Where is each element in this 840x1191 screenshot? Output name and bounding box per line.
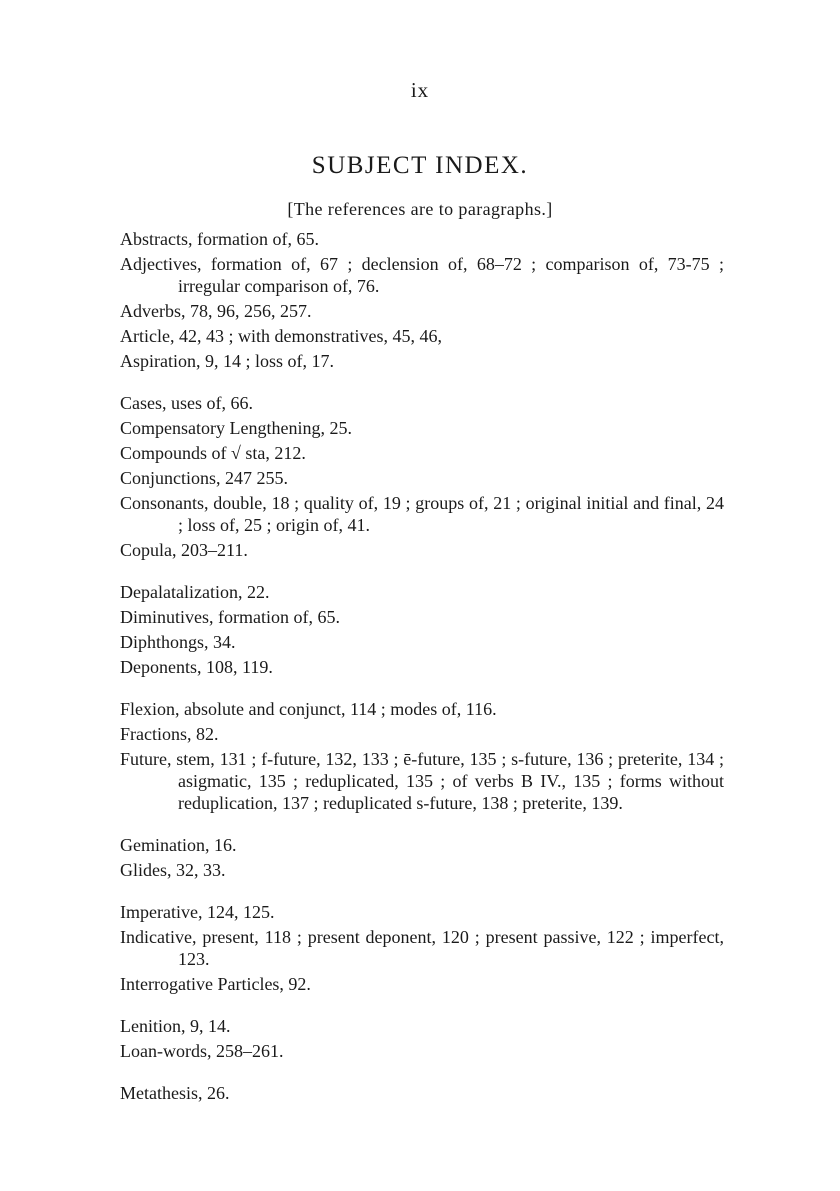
index-group [120, 392, 724, 561]
index-group [120, 228, 724, 372]
index-entry: Loan-words, 258–261. [120, 1041, 284, 1061]
page-title: SUBJECT INDEX. [311, 152, 529, 179]
index-entry: Lenition, 9, 14. [120, 1016, 231, 1036]
page-number: ix [410, 78, 430, 102]
index-entry: Copula, 203–211. [120, 540, 248, 560]
index-entry: Metathesis, 26. [120, 1083, 230, 1103]
page-subtitle: [The references are to paragraphs.] [287, 199, 553, 219]
index-group [120, 581, 724, 678]
index-group [120, 901, 724, 995]
index-entry: Diphthongs, 34. [120, 632, 236, 652]
index-group [120, 698, 724, 814]
index-entry: Interrogative Particles, 92. [120, 974, 311, 994]
index-entry: Compensatory Lengthening, 25. [120, 418, 352, 438]
index-entry: Abstracts, formation of, 65. [120, 229, 319, 249]
index-entry: Future, stem, 131 ; f-future, 132, 133 ; ē-future, 135 ; s-future, 136 ; preterite, 134 ; asigmatic, 135 ; reduplicated, 135 ; of verbs B IV., 135 ; forms without reduplication, 137 ; reduplicated s-future, 138 ; preterite, 139. [120, 749, 724, 813]
index-entry: Deponents, 108, 119. [120, 657, 273, 677]
index-entry: Cases, uses of, 66. [120, 393, 253, 413]
index-entry: Consonants, double, 18 ; quality of, 19 ; groups of, 21 ; original initial and final, 24 ; loss of, 25 ; origin of, 41. [120, 493, 724, 535]
index-entry: Adjectives, formation of, 67 ; declension of, 68–72 ; comparison of, 73-75 ; irregular comparison of, 76. [120, 254, 724, 296]
index-entries [120, 228, 724, 1124]
index-entry: Diminutives, formation of, 65. [120, 607, 340, 627]
index-entry: Compounds of √ sta, 212. [120, 443, 306, 463]
index-entry: Conjunctions, 247 255. [120, 468, 289, 488]
index-group [120, 1082, 724, 1104]
index-entry: Adverbs, 78, 96, 256, 257. [120, 301, 312, 321]
index-entry: Aspiration, 9, 14 ; loss of, 17. [120, 351, 334, 371]
index-entry: Glides, 32, 33. [120, 860, 226, 880]
index-group [120, 1015, 724, 1062]
index-entry: Fractions, 82. [120, 724, 219, 744]
index-entry: Imperative, 124, 125. [120, 902, 275, 922]
index-entry: Depalatalization, 22. [120, 582, 270, 602]
index-group [120, 834, 724, 881]
index-entry: Article, 42, 43 ; with demonstratives, 45, 46, [120, 326, 442, 346]
index-entry: Gemination, 16. [120, 835, 237, 855]
index-entry: Indicative, present, 118 ; present deponent, 120 ; present passive, 122 ; imperfect, 123. [120, 927, 724, 969]
index-entry: Flexion, absolute and conjunct, 114 ; modes of, 116. [120, 699, 497, 719]
